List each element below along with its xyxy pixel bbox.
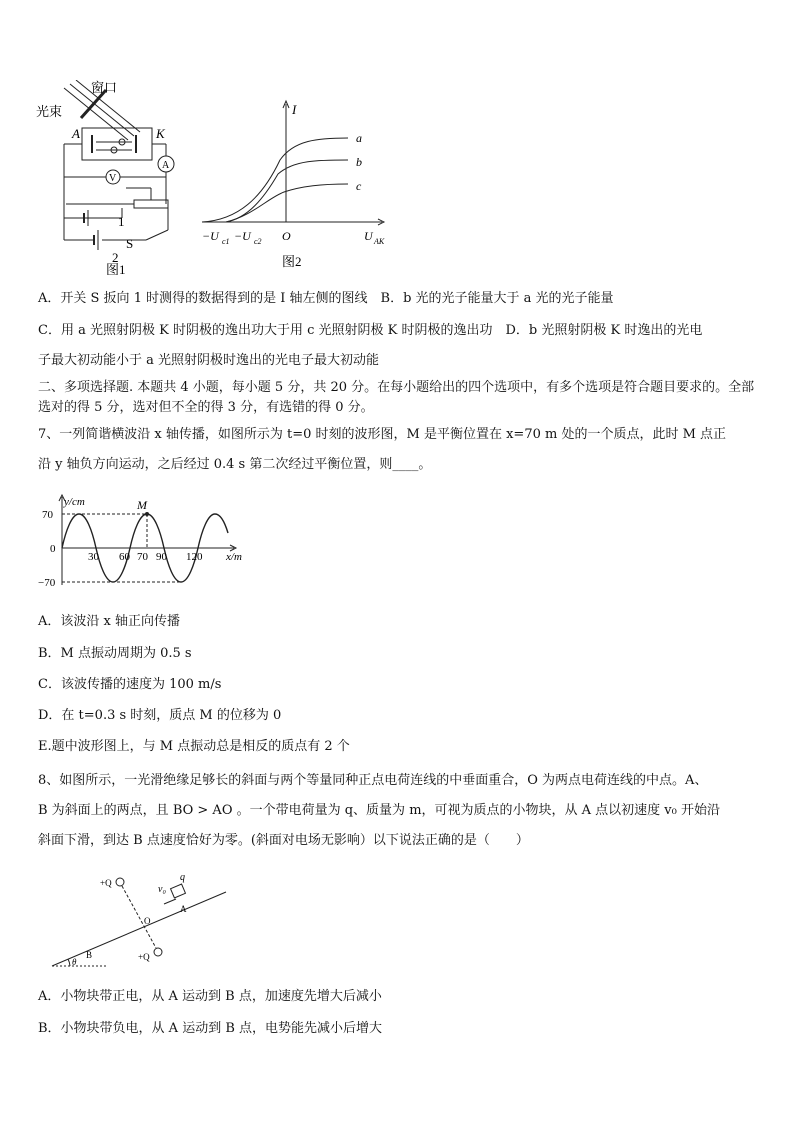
y-tick-neg70: −70: [38, 577, 56, 589]
q8-stem-line-3: 斜面下滑，到达 B 点速度恰好为零。(斜面对电场无影响）以下说法正确的是（ ）: [38, 833, 529, 848]
q7-stem-line-1: 7、一列简谐横波沿 x 轴传播，如图所示为 t=0 时刻的波形图，M 是平衡位置在 x=70 m 处的一个质点，此时 M 点正: [38, 427, 727, 442]
y-tick-0: 0: [50, 543, 56, 555]
q6-option-c: C．用 a 光照射阴极 K 时阴极的逸出功大于用 c 光照射阴极 K 时阴极的逸出功 D．b 光照射阴极 K 时逸出的光电: [38, 323, 703, 338]
q7-option-b: B．M 点振动周期为 0.5 s: [38, 646, 192, 661]
x-tick: 30: [88, 551, 99, 563]
current-axis-label: I: [292, 102, 297, 117]
point-o-label: O: [144, 916, 151, 926]
curve-c-label: c: [356, 179, 362, 193]
anode-label: A: [72, 126, 80, 141]
q8-option-b: B．小物块带负电，从 A 运动到 B 点，电势能先减小后增大: [38, 1021, 383, 1036]
svg-text:c1: c1: [222, 237, 230, 246]
cathode-label: K: [156, 126, 165, 141]
window-label: 窗口: [91, 80, 118, 95]
bottom-charge-label: +Q: [138, 952, 150, 962]
voltage-axis-label: U: [364, 229, 373, 243]
ammeter-label: A: [162, 160, 170, 171]
origin-label: O: [282, 229, 291, 243]
figure-2-iu-graph: [198, 98, 394, 270]
curve-a-label: a: [356, 131, 362, 145]
q7-option-c: C．该波传播的速度为 100 m/s: [38, 677, 222, 692]
angle-theta-label: θ: [72, 957, 77, 967]
x-axis-label: x/m: [226, 551, 242, 563]
q7-wave-graph: [38, 493, 252, 593]
y-tick-70: 70: [42, 509, 53, 521]
point-m-label: M: [137, 498, 147, 512]
point-a-label: A: [180, 904, 187, 914]
point-b-label: B: [86, 950, 93, 960]
figure-2-caption: 图2: [282, 254, 302, 269]
beam-label: 光束: [36, 104, 63, 119]
x-tick: 70: [137, 551, 148, 563]
charge-q-label: q: [180, 872, 185, 883]
y-axis-label: y/cm: [64, 496, 85, 508]
curve-b-label: b: [356, 155, 362, 169]
q8-stem-line-2: B 为斜面上的两点，且 BO > AO 。一个带电荷量为 q、质量为 m，可视为质点的小物块，从 A 点以初速度 v₀ 开始沿: [38, 803, 720, 818]
q6-option-d-cont: 子最大初动能小于 a 光照射阴极时逸出的光电子最大初动能: [38, 353, 380, 368]
stop-voltage-1: −U: [202, 229, 219, 243]
x-tick: 60: [119, 551, 130, 563]
figure-1-caption: 图1: [106, 262, 126, 275]
q6-option-a: A．开关 S 扳向 1 时测得的数据得到的是 I 轴左侧的图线 B．b 光的光子能量大于 a 光的光子能量: [38, 291, 614, 306]
q7-stem-line-2: 沿 y 轴负方向运动，之后经过 0.4 s 第二次经过平衡位置，则____。: [38, 457, 432, 472]
x-tick: 120: [186, 551, 203, 563]
top-charge-label: +Q: [100, 878, 112, 888]
q7-option-a: A．该波沿 x 轴正向传播: [38, 614, 180, 629]
svg-text:c2: c2: [254, 237, 262, 246]
v0-label: v₀: [158, 884, 166, 895]
svg-text:AK: AK: [374, 237, 385, 246]
x-tick: 90: [156, 551, 167, 563]
position-2-label: 2: [112, 250, 119, 265]
section-2-heading: 二、多项选择题. 本题共 4 小题，每小题 5 分，共 20 分。在每小题给出的四个选项中，有多个选项是符合题目要求的。全部选对的得 5 分，选对但不全的得 3 分，有选错的得 0 分。: [38, 380, 755, 415]
position-1-label: 1: [118, 214, 125, 229]
q7-option-d: D．在 t=0.3 s 时刻，质点 M 的位移为 0: [38, 708, 282, 723]
q7-option-e: E.题中波形图上，与 M 点振动总是相反的质点有 2 个: [38, 739, 350, 754]
voltmeter-label: V: [109, 173, 117, 184]
figure-1-circuit: [36, 80, 176, 275]
q8-option-a: A．小物块带正电，从 A 运动到 B 点，加速度先增大后减小: [38, 989, 382, 1004]
stop-voltage-2: −U: [234, 229, 251, 243]
q8-incline-figure: [46, 868, 246, 972]
switch-label: S: [126, 236, 134, 251]
q8-stem-line-1: 8、如图所示，一光滑绝缘足够长的斜面与两个等量同种正点电荷连线的中垂面重合，O 为两点电荷连线的中点。A、: [38, 773, 708, 788]
